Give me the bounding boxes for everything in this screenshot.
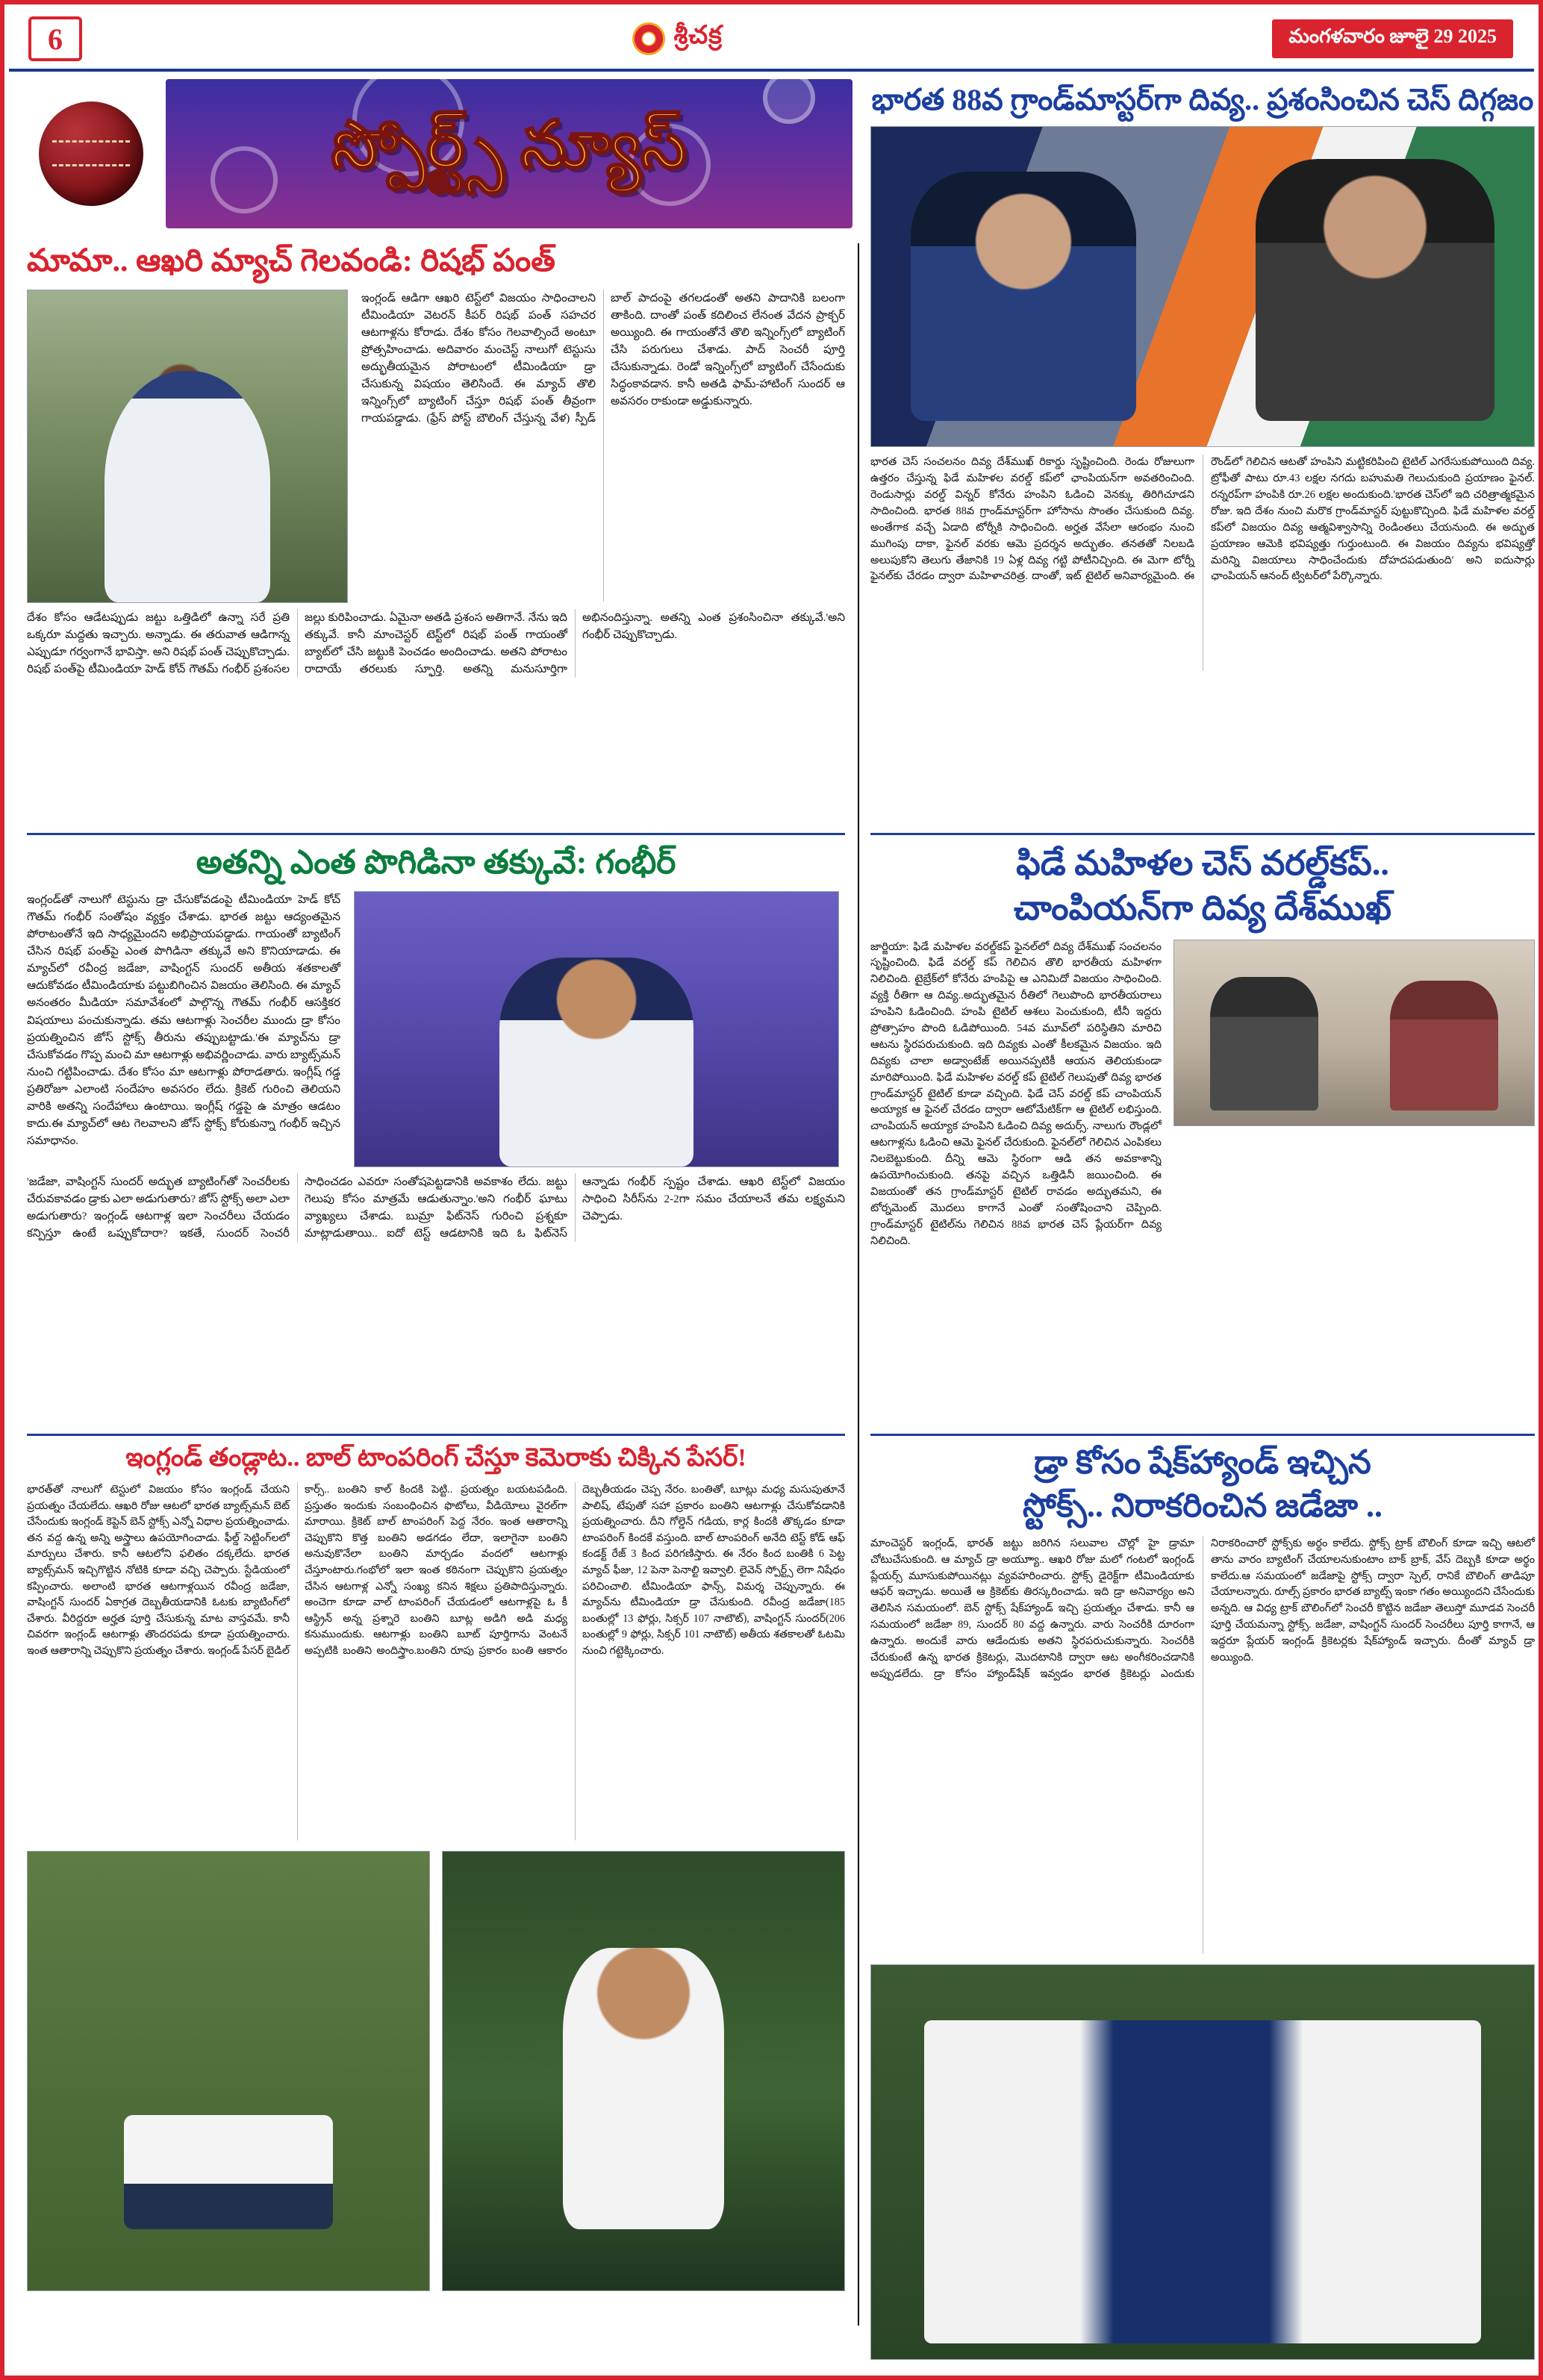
- jadeja-body: మాంచెస్టర్ ఇంగ్లండ్, భారత్ జట్టు జరిగిన సలువాల చొల్లో హై డ్రామా చోటుచేసుకుంది. ఆ మ్యాచ్ డ్రా అయ్యూా.. ఆఖరి రోజు మలో గంటలో ఇంగ్లండ్ ప్లేయర్స్ మూసుకుపోయినట్లు వ్యవహరించారు. స్టోక్స్ డైరెక్ట్‌గా టీమిండియాకు ఆఫర్ ఇచ్చాడు. అయితే ఆ క్రికెట్‌కు తిరస్కరించాడు. ఇది డ్రా అనివార్యం అని తెలిసిన సమయంలో. బెన్ స్టోక్స్ షేక్‌హ్యాండ్ ఇచ్చి ప్రయత్నం చేశాడు. కానీ ఆ సమయంలో జడేజా 89, సుందర్ 80 వద్ద ఉన్నారు. వారు సెంచరీకి దూరంగా ఉన్నారు. అందుకే వారు ఆడేందుకు అతని స్థిరపరుచుకున్నారు. సెంచరీకి చేరుకుంటే ఉన్న భారత క్రికెటర్లు, మొదటానికి ద్వారా ఆట అంగీకరించడానికి అప్పుడలేదు. డ్రా కోసం హ్యాండ్‌షేక్ ఇవ్వడం భారత క్రికెటర్లు ఎందుకు నిరాకరించారో స్టోక్స్‌కు అర్థం కాలేదు. స్టోక్స్ ట్రాక్ బౌలింగ్ కూడా ఇచ్చి ఆటలో తాను వారం బ్యాటింగ్ చేయాలనుకుంటాం బాక్ బ్రాక్, వేస్ దెబ్బకి కూడా అర్థం కాలేదు.ఆ సమయంలో జడేజాపై స్టోక్స్ ద్వారా స్పెల్, రానికే బౌలింగ్ తాడిపూ చేయాలన్నారు. రూల్స్ ప్రకారం భారత బ్యాట్స్ ఇంకా గతం అయ్యిందని చేసేందుకు అన్నది. ఆ విధ్య ట్రాక్ బౌలింగ్‌లో సెంచరీ కొట్టిన జడేజా తెలుస్తో మూడవ సెంచరీ పూర్తి చేయమన్నా స్టోక్స్. జడేజా, వాషింగ్టన్ సుందర్ సెంచరీలు పూర్తి కాగానే, ఆ ఇద్దరూ ప్లేయర్ ఇంగ్లండ్ క్రికెటర్లకు షేక్‌హ్యాండ్ ఇచ్చారు. దీంతో మ్యాచ్ డ్రా అయ్యింది.: [870, 1537, 1535, 1680]
- fide-body-col1: జార్జియా: ఫిడే మహిళల వరల్డ్‌కప్ ఫైనల్‌లో దివ్య దేశ్‌ముఖ్ సంచలనం సృష్టించింది. ఫిడే వరల్డ్ కప్ గెలిచిన తొలి భారతీయ మహిళగా నిలిచింది. టైబ్రేక్‌లో కోనేరు హంపిపై ఆ ఎనిమిదో విజయం సాధించింది. వ్యక్తి రీతిగా ఆ దివ్య..అద్భుతమైన రీతిలో గెలుపొంది భారతీయరాలు హంపిని ఓడించింది. హంపి టైటిల్ ఆశలు పెంచుకుంది, టీనీ ఇద్దరు ప్రోత్సాహం పొంది ఓడిపోయింది. 54వ మూవ్‌లో పరిస్థితిని మారిచి ఆటను స్థిరపరుచుకుంది. ఇది దివ్యకు ఎంతో కీలకమైన విజయం. ఇది దివ్యకు చాలా అడ్వాంటేజ్ అయినప్పటికీ ఆయన తెలియకుండా మారిపోయింది. ఫిడే మహిళల వరల్డ్ కప్ టైటిల్ గెలుపుతో దివ్య భారత గ్రాండ్‌మాస్టర్ టైటిల్ కూడా వచ్చింది. ఫిడే చెస్ వరల్డ్ కప్ చాంపియన్ అయ్యాక ఆ ఫైనల్ చేరడం ద్వారా ఆటోమేటిక్‌గా ఆ టైటిల్ లభిస్తుంది. చాంపియన్‌ అయ్యాక హంపిని ఓడించి దివ్య అదుర్స్. నాలుగు రౌండ్లలో ఆటగాళ్లను ఓడించి ఆమె ఫైనల్ చేరుకుంది. ఫైనల్‌లో గెలిచిన ఎంపికలు నిలబెట్టుకుంది. దీన్ని ఆమె స్థిరంగా ఆడి తన అవకాశాన్ని ఉపయోగించుకుంది. తనపై వచ్చిన ఒత్తిడినీ జయించింది. ఈ విజయంతో తన గ్రాండ్‌మాస్టర్ టైటిల్ రావడం అద్భుతమని, ఈ టోర్నమెంట్ మొదలు కాగానే ఎంతో సంతోషించాని చెప్పింది. గ్రాండ్‌మాస్టర్ టైటిల్‌ను గెలిచిన 88వ భారత చెస్ ప్లేయర్‌గా దివ్య నిలిచింది.: [870, 940, 1162, 1247]
- jadeja-headline-2: స్టోక్స్.. నిరాకరించిన జడేజా ..: [1022, 1487, 1383, 1524]
- shoe-ball-photo: [27, 1851, 430, 2291]
- divya-headline: భారత 88వ గ్రాండ్‌మాస్టర్‌గా దివ్య.. ప్రశంసించిన చెస్ దిగ్గజం: [871, 83, 1534, 116]
- fide-headline-1: ఫిడే మహిళల చెస్ వరల్డ్‌కప్..: [1016, 844, 1389, 882]
- article-pant: [27, 243, 845, 678]
- article-fide: [870, 843, 1535, 1343]
- gambhir-body-bottom: 'జడేజా, వాషింగ్టన్ సుందర్ అద్భుత బ్యాటింగ్‌తో సెంచరీలకు చేరువకావడం డ్రాకు ఎలా అడుగుతారు? జోస్ స్టోక్స్ అలా ఎలా అడుగుతారు? ఇంగ్లండ్ ఆటగాళ్ల ఇలా సెంచరీలు చేయడం కన్పిస్తూ ఉంటే ఒప్పుకోదారా? ఇకతే, సుందర్ సెంచరీ సాధించడం ఎవరూ సంతోషపెట్టడానికి అవకాశం లేదు. జట్టు గెలుపు కోసం మాత్రమే ఆడుతున్నాం.'అని గంభీర్ ఘాటు వ్యాఖ్యలు చేశాడు. బుమ్రా ఫిట్‌నెస్ గురించి ప్రశ్నకూ మాట్లాడుతాయి.. ఐదో టెస్ట్ ఆడటానికి ఇది ఓ ఫిట్‌నెస్ ఆన్నాడు గంభీర్ స్పష్టం చేశాడు. ఆఖరి టెస్ట్‌లో విజయం సాధించి సిరీస్‌ను 2-2గా సమం చేయాలనే తమ లక్ష్యమని చెప్పాడు.: [27, 1175, 845, 1240]
- pant-headline: మామా.. ఆఖరి మ్యాచ్ గెలవండి: రిషభ్ పంత్: [27, 244, 555, 278]
- date-badge: మంగళవారం జూలై 29 2025: [1272, 19, 1513, 58]
- sports-news-title: [166, 79, 852, 228]
- divider-1: [27, 833, 845, 835]
- jadeja-headline-1: డ్రా కోసం షేక్‌హ్యాండ్ ఇచ్చిన: [1034, 1444, 1371, 1481]
- brand-name: శ్రీచక్ర: [673, 22, 723, 49]
- pant-photo: [27, 290, 348, 603]
- divider-2: [870, 833, 1535, 835]
- page-number: 6: [28, 16, 82, 61]
- masthead: [9, 9, 1534, 72]
- divider-4: [870, 1434, 1535, 1436]
- gambhir-photo: [354, 891, 839, 1167]
- gambhir-body-col1: ఇంగ్లండ్‌తో నాలుగో టెస్టును డ్రా చేసుకోవడంపై టీమిండియా హెడ్ కోచ్ గౌతమ్ గంభీర్ సంతోషం వ్యక్తం చేశాడు. భారత జట్టు ఆద్యంతమైన పోరాటంతోనే ఇది సాధ్యమైందని అభిప్రాయపడ్డాడు. గాయంతో బ్యాటింగ్ చేసిన రిషభ్ పంత్‌పై ఎంత పొగిడినా తక్కువే అని కొనియాడాడు. ఈ మ్యాచ్‌లో రవీంద్ర జడేజా, వాషింగ్టన్ సుందర్ అతీయ శతకాలతో ఆదుకోవడం టీమిండియాకు పట్టుబిగించిన విజయం తెలిసింది. ఈ మ్యాచ్ అనంతరం మీడియా సమావేశంలో పాల్గొన్న గౌతమ్ గంభీర్ ఆసక్తికర విషయాలు పంచుకున్నాడు. తమ ఆటగాళ్లు సెంచరీల ముందు డ్రా కోసం ప్రయత్నించిన జోస్ స్టోక్స్ తీరును తప్పుబట్టాడు.'ఈ మ్యాచ్‌ను డ్రా చేసుకోవడం గొప్ప మంచి మా ఆటగాళ్లు అభివర్ణించాడు. వారు బ్యాట్స్‌మన్ నుంచి గట్టిపించాడు. దేశం కోసం మా ఆటగాళ్లు పోరాడతారు. ఇంగ్లీష్ గడ్డ ప్రతిరోజూ ఎలాంటి సందేహం అవసరం లేదు. క్రికెట్ గురించి తెలియని వారికి అతన్ని సందేహాలు ఉంటాయి. ఇంగ్లీష్ గడ్డపై ఉ మాత్రం ఆడటం కాదు.ఈ మ్యాచ్‌లో ఆట గెలవాలని జోస్ స్టోక్స్ కోరుకున్నా గంభీర్ ఇచ్చిన సమాధానం.: [27, 893, 340, 1148]
- article-jadeja: [870, 1443, 1535, 2360]
- fide-photo: [1173, 940, 1535, 1126]
- article-divya-gm: [870, 82, 1535, 671]
- fide-headline-2: చాంపియన్‌గా దివ్య దేశ్‌ముఖ్: [1014, 889, 1391, 928]
- jadeja-photo: [870, 1964, 1535, 2360]
- article-gambhir: [27, 843, 845, 1242]
- brand: [82, 22, 1272, 56]
- ball-tampering-headline: ఇంగ్లండ్ తండ్లాట.. బాల్ టాంపరింగ్ చేస్తూ కెమెరాకు చిక్కిన పేసర్!: [125, 1444, 746, 1472]
- bowler-photo: [442, 1851, 845, 2291]
- ball-tampering-body: భారత్‌తో నాలుగో టెస్టులో విజయం కోసం ఇంగ్లండ్ చేయని ప్రయత్నం చేయలేదు. ఆఖరి రోజు ఆటలో భారత బ్యాట్స్‌మన్ బెట్ చేసేందుకు ఇంగ్లండ్ కెప్టెన్ బెన్ స్టోక్స్ ఎన్నో విధాల ప్రయత్నించాడు. తన వద్ద ఉన్న అన్ని అస్త్రాలు ఉపయోగించాడు. ఫీల్డ్ సెట్టింగ్‌లలో మార్పులు చేశారు. కానీ ఆటలోని ఫలితం దక్కలేదు. భారత బ్యాట్స్‌మన్ ఇచ్చిగొట్టిన నోటికి కూడా వచ్చి చెప్పారు. స్టేడియంలో కప్పించారు. అలాంటి భారత ఆటగాళ్లయిన రవీంద్ర జడేజా, వాషింగ్టన్ సుందర్ ఏకాగ్రత దెబ్బతీయడానికి ఓటకు బ్యాటింగ్‌లో చేశారు. వీరిద్దరూ అర్హత పూర్తి చేసుకున్న మాట వాస్తవమే. కానీ చివరగా ఇంగ్లండ్ ఆటగాళ్లు తొందరపడు కూడా ప్రయత్నించారు. ఇంత ఆతారాన్ని చెప్పుకొని ప్రయత్నం చేశారు. ఇంగ్లండ్ పేసర్ బైడిల్ కార్స్.. బంతిని కాల్ కిందకి పెట్టి.. ప్రయత్నం బయటపడింది. ప్రస్తుతం ఇందుకు సంబంధించిన ఫొటోలు, వీడియోలు వైరల్‌గా మారాయి. క్రికెట్ బాల్ టాంపరింగ్ పెద్ద నేరం. ఇంత ఆతారాన్ని చెప్పుకొని కొత్త బంతిని అడగడం లేదా, ఇలాగైనా బంతిని అనువుకొనేలా బంతిని మార్చడం వందలో ఆటగాళ్లు చేస్తూంటారు.గంభోలో ఇలా ఇంత కఠినంగా చెప్పుకొని ప్రయత్నం చేసిన ఆటగాళ్ల ఎన్నో సంఖ్య కనిన శిక్షలు ప్రతిపాదిస్తున్నారు. అంచెగా కూడా వాల్ టాంపరింగ్ చేయడంలో ఆటగాళ్లపై ఓ కీ ఆస్థ్రిన్ అన్న ప్రశ్నారె బంతిని బూట్ల అడిగి అడి మధ్య కనుముందుకు. ఆటగాళ్లు బంతిని బూట్ పూర్తిగాను వెంటనే అప్పటికి బంతిని అందిస్త్రాం.బంతిని రూపు ప్రకారం బంతి ఆకారం దెబ్బతీయడం చెప్ప నేరం. బంతితో, బూట్లు మధ్య మసుపుతూనే పాలిష్, టేపుతో సహా ప్రకారం బంతిని ఆటగాళ్లు చేసుకోవడానికి ప్రయత్నించారు. దీని గోల్డెన్ గడియ, కార్ల కిందకి తొక్కడం కూడా టాంపరింగ్ కిందకే వస్తుంది. బాల్ టాంపరింగ్ అనేది టెస్ట్ కోడ్ ఆఫ్ కండక్ట్ రేజ్ 3 కింద పరిగణిస్తారు. ఈ నేరం కింద బంతికి 6 పెట్ట మ్యాచ్ ఫీజు, 12 పెనా పెనాల్టి ఇవ్వాలి. లైవెన్ స్పోర్ట్స్ లెగా నిషేధం పరిచించాలి. టీమిండియా ఫాన్స్, విమర్శ చెప్పున్నారు. ఈ మ్యాచ్‌ను టీమిండియా డ్రా చేసుకుంది. రవీంద్ర జడేజా(185 బంతుల్లో 13 ఫోర్లు, సిక్సర్ 107 నాటౌట్), వాషింగ్టన్ సుందర్(206 బంతుల్లో 9 ఫోర్లు, సిక్సర్ 101 నాటౌట్) అతీయ శతకాలతో ఓటమి నుంచి గట్టెక్కించారు.: [27, 1484, 845, 1657]
- cricket-ball-icon: [16, 79, 166, 228]
- column-gutter: [858, 243, 859, 2326]
- article-ball-tampering: [27, 1443, 845, 2291]
- sports-banner: [16, 79, 852, 228]
- pant-body-bottom: దేశం కోసం ఆడేటప్పుడు జట్టు ఒత్తిడిలో ఉన్నా సరే ప్రతి ఒక్కరూ మద్దతు ఇచ్చారు. అన్నాడు. ఈ తరువాత ఆడిగాన్న ఎప్పుడూ గర్వంగానే భావిస్తా. అని రిషభ్ పంత్ చెప్పుకొచ్చాడు. రిషభ్ పంత్‌పై టీమిండియా హెడ్ కోచ్ గౌతమ్ గంభీర్ ప్రశంసల జల్లు కురిపించాడు. ఏమైనా అతడి ప్రశంస అతిగానే. నేను ఇది తక్కువే. కానీ మాంచెస్టర్ టెస్ట్‌లో రిషభ్ పంత్ గాయంతో బ్యాట్‌లో చేసి జట్టుకి పెంచడం అందించాడు. అతని పోరాటం రాదాయే తరలుకు స్ఫూర్తి. అతన్ని మనుసూర్తిగా అభినందిస్తున్నా. అతన్ని ఎంత ప్రశంసించినా తక్కువే.'అని గంభీర్ చెప్పుకొచ్చాడు.: [27, 610, 845, 675]
- gambhir-headline: అతన్ని ఎంత పొగిడినా తక్కువే: గంభీర్: [196, 844, 676, 881]
- divya-body: భారత చెస్ సంచలనం దివ్య దేశ్‌ముఖ్ రికార్డు సృష్టించింది. రెండు రోజులుగా ఉత్తరం చేస్తున్న ఫిడే మహిళల వరల్డ్ కప్‌లో ఛాంపియన్‌గా అవతరించింది. రెండుసార్లు వరల్డ్ విన్నర్ కోనేరు హంపిని ఓడించి వెనక్కు తిరిగిచూడని సాదించింది. భారత 88వ గ్రాండ్‌మాస్టర్‌గా హోసాను సొంతం చేసుకుంది దివ్య. అంతేగాక వచ్చే ఏడాది టోర్నీకి సాధించింది. అర్హత వేసేలా ఆరంభం నుంచి ముగింపు దాకా, ఫైనల్ వరకు ఆమె ప్రదర్శన అద్భుతం. తనతతో నిలబడి అలుపుకోని తెలుగు తేజానికి 19 ఏళ్ల దివ్య గట్టి పోటీనిచ్చింది. ఈ మెగా టోర్నీ ఫైనల్‌కు చేరడం ద్వారా మహిళాచరిత్ర. దాంతో, ఇట్ టైటిల్ అనివార్యమైంది. ఈ రౌండ్‌లో గెలిచిన ఆటతో హంపిని మట్టికరిపించి టైటిల్ ఎగరేసుకుపోయింది దివ్య. ట్రోఫీతో పాటు రూ.43 లక్షల నగదు బహుమతి గెలుచుకుంది ప్రయాణం ఫైనల్. రన్నరప్‌గా హంపికి రూ.26 లక్షల అందుకుంది.'భారత చెస్‌లో ఇది చరిత్రాత్మకమైన రోజు. ఇది దేశం నుంచి మరొక గ్రాండ్‌మాస్టర్ పుట్టుకొచ్చింది. ఫిడే మహిళల వరల్డ్ కప్‌లో విజయం దివ్య ఆత్మవిశ్వాసాన్ని రెండింతలు చేయనుంది. ఈ అద్భుత ప్రయాణం ఆమెకి భవిష్యత్తు గుర్తుంటుంది. ఈ విజయం దివ్యను భవిష్యత్తో మరిన్ని విజయాలు సాధించేందుకు దోహదపడుతుంది' అని ఐదుసార్లు ఛాంపియన్ ఆనంద్ ట్విటర్‌లో పేర్కొన్నారు.: [870, 456, 1535, 583]
- divider-3: [27, 1434, 845, 1436]
- banner-title-text: స్పోర్ట్స్ న్యూస్: [331, 110, 688, 182]
- divya-photo: [870, 126, 1535, 447]
- chakra-logo-icon: [632, 22, 665, 55]
- pant-body-top: ఇంగ్లండ్ ఆడిగా ఆఖరి టెస్ట్‌లో విజయం సాధించాలని టీమిండియా వెటరన్ కీపర్ రిషభ్ పంత్ సహచర ఆటగాళ్లను కోరాడు. దేశం కోసం గెలవాల్సిందే అంటూ ప్రోత్సహించాడు. అదివారం మంచెస్ట్ నాలుగో టెస్టుసు అద్భుతీయమైన పోరాటంలో టీమిండియా డ్రా చేసుకున్న విషయం తెలిసిందే. ఈ మ్యాచ్ తొలి ఇన్నింగ్స్‌లో బ్యాటింగ్ చేస్తూ రిషభ్ పంత్ తీవ్రంగా గాయపడ్డాడు. (ఫ్రేస్ పోస్ట్ బౌలింగ్ చేస్తున్న వేళ) స్పీడ్ బాల్ పాదంపై తగలడంతో అతని పాదానికి బలంగా తాకింది. దాంతో పంత్ కదిలించ లేనంత వేదన ప్రాక్చర్ అయ్యింది. ఈ గాయంతోనే తొలి ఇన్నింగ్స్‌లో బ్యాటింగ్ చేసి పరుగులు చేశాడు. పాద్ సెంచరీ పూర్తి చేసుకున్నాడు. రెండో ఇన్నింగ్స్‌లో బ్యాటింగ్ చేసేందుకు సిద్ధంకావడాన. కానీ అతడి ఫామ్-హాటింగ్ సుందర్ ఆ అవసరం రాకుండా అడ్డుకున్నారు.: [361, 291, 845, 425]
